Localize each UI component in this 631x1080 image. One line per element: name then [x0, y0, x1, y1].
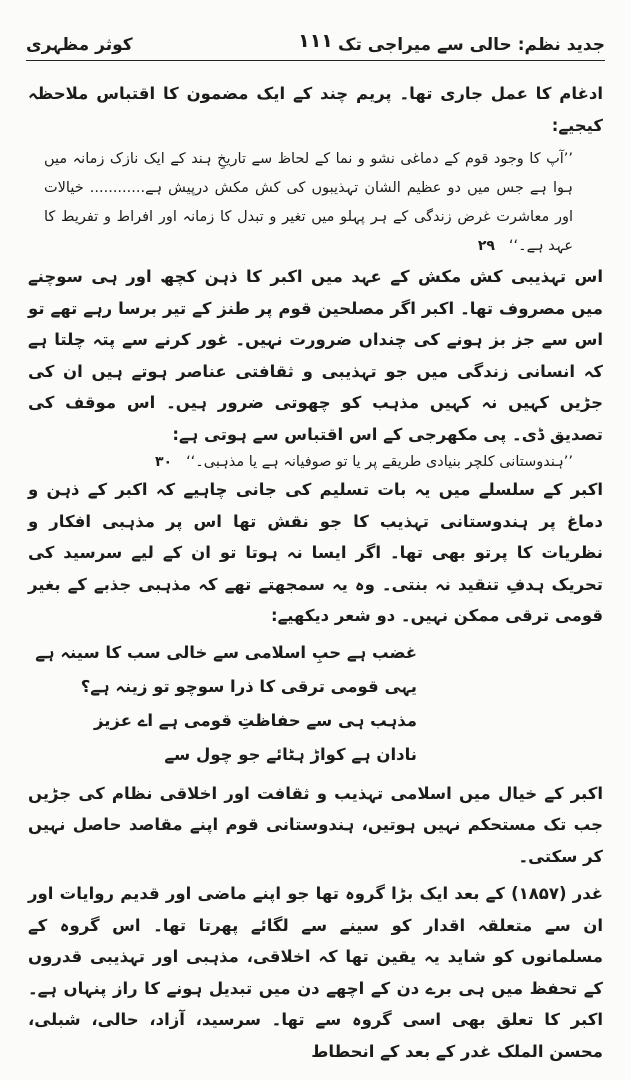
page-number: ۱۱۱	[298, 30, 333, 52]
reference-number: ۳۰	[154, 454, 173, 470]
book-title: جدید نظم: حالی سے میراجی تک	[338, 35, 605, 55]
paragraph: غدر (۱۸۵۷) کے بعد ایک بڑا گروہ تھا جو اپنے ماضی اور قدیم روایات اور ان سے متعلقہ اقدار کو سینے سے لگائے پھرتا تھا۔ اس گروہ کے مسلمانوں کو شاید یہ یقین تھا کہ اخلاقی، مذہبی اور تہذیبی قدروں کے تحفظ میں ہی برے دن کے اچھے دن میں تبدیل ہونے کا راز پنہاں ہے۔ اکبر کا تعلق بھی اسی گروہ سے تھا۔ سرسید، آزاد، حالی، شبلی، محسن الملک غدر کے بعد کے انحطاط	[28, 884, 603, 1061]
block-quote	[28, 454, 603, 470]
running-header	[26, 16, 605, 61]
verse-line: نادان ہے کواڑ ہٹائے جو چول سے	[164, 744, 417, 764]
paragraph: ادغام کا عمل جاری تھا۔ پریم چند کے ایک مضمون کا اقتباس ملاحظہ کیجیے:	[28, 84, 603, 135]
poetry-couplets	[28, 636, 603, 772]
block-quote-text: ’’آپ کا وجود قوم کے دماغی نشو و نما کے لحاظ سے تاریخِ ہند کے ایک نازک زمانہ میں ہوا ہے جس میں دو عظیم الشان تہذیبوں کی کش مکش درپیش ہے............ خیالات اور معاشرت غرض زندگی کے ہر پہلو میں تغیر و تبدل کا زمانہ اور افراط و تفریط کا عہد ہے۔‘‘	[44, 151, 573, 254]
author-name: کوثر مظہری	[26, 35, 133, 55]
paragraph: اکبر کے خیال میں اسلامی تہذیب و ثقافت اور اخلاقی نظام کی جڑیں جب تک مستحکم نہیں ہوتیں، ہندوستانی قوم اپنے مقاصد حاصل نہیں کر سکتی۔	[28, 783, 603, 866]
paragraph: اس تہذیبی کش مکش کے عہد میں اکبر کا ذہن کچھ اور ہی سوچنے میں مصروف تھا۔ اکبر اگر مصلحین قوم پر طنز کے تیر برسا رہے تھے تو اس سے جز بز ہونے کی چنداں ضرورت نہیں۔ غور کرنے سے پتہ چلتا ہے کہ انسانی زندگی میں جو تہذیبی و ثقافتی عناصر ہوتے ہیں ان کی جڑیں کہیں نہ کہیں مذہب کو چھوتی ضرور ہیں۔ اس موقف کی تصدیق ڈی۔ پی مکھرجی کے اس اقتباس سے ہوتی ہے:	[28, 267, 603, 444]
verse-line: مذہب ہی سے حفاظتِ قومی ہے اے عزیز	[93, 710, 417, 730]
page-body	[28, 78, 603, 1067]
verse-line: غضب ہے حبِ اسلامی سے خالی سب کا سینہ ہے	[35, 642, 417, 662]
block-quote-text: ’’ہندوستانی کلچر بنیادی طریقے پر یا تو صوفیانہ ہے یا مذہبی۔‘‘	[186, 454, 573, 470]
reference-number: ۲۹	[477, 238, 495, 254]
paragraph: اکبر کے سلسلے میں یہ بات تسلیم کی جانی چاہیے کہ اکبر کے ذہن و دماغ پر ہندوستانی تہذیب کا جو نقش تھا اس پر مذہبی افکار و نظریات کا پرتو بھی تھا۔ اگر ایسا نہ ہوتا تو ان کے لیے سرسید کی تحریک ہدفِ تنقید نہ بنتی۔ وہ یہ سمجھتے تھے کہ مذہبی جذبے کے بغیر قومی ترقی ممکن نہیں۔ دو شعر دیکھیے:	[28, 480, 603, 625]
verse-line: یہی قومی ترقی کا ذرا سوچو تو زینہ ہے؟	[80, 676, 417, 696]
block-quote	[28, 145, 603, 261]
